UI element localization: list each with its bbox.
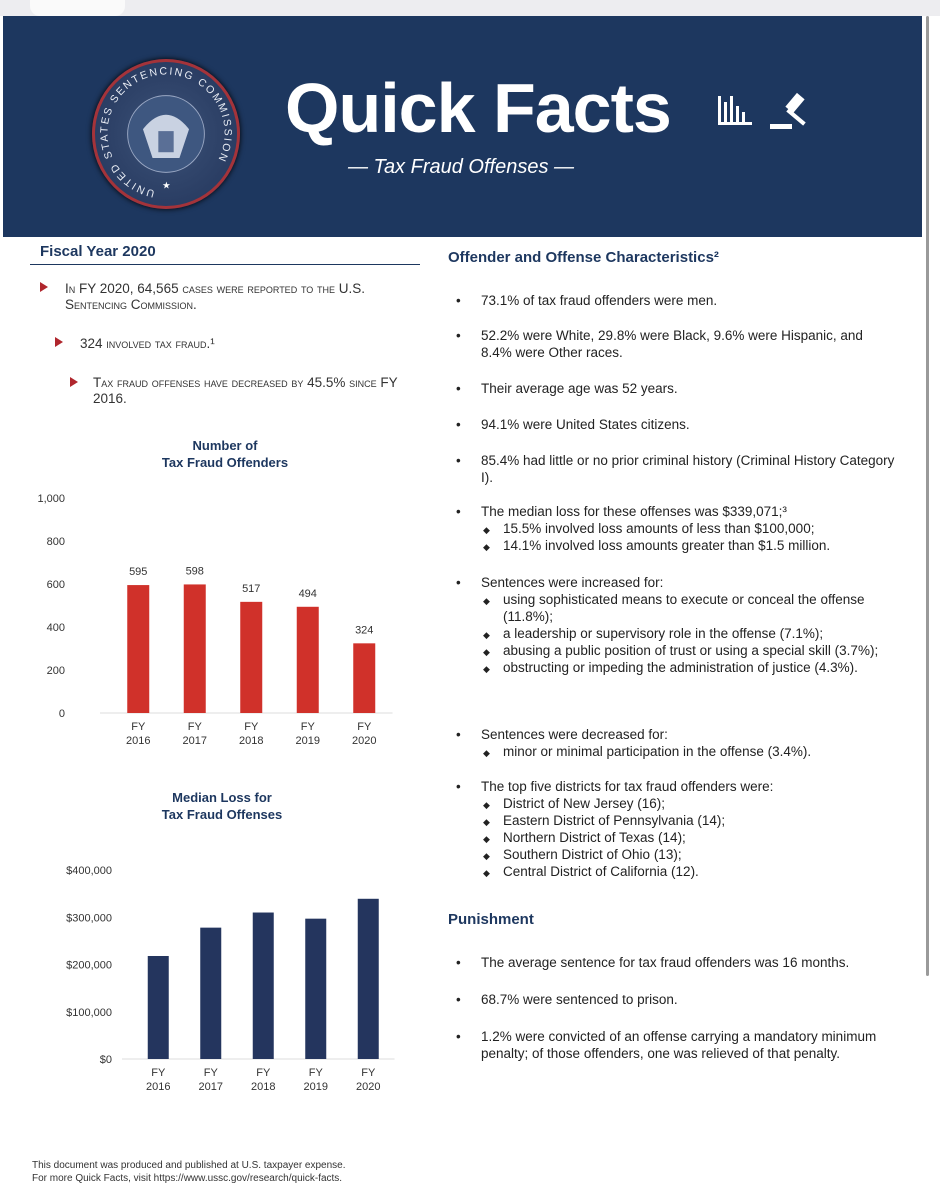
x-tick-label: 2016: [146, 1081, 171, 1093]
sub-item-text: 14.1% involved loss amounts greater than $1.5 million.: [503, 538, 831, 553]
gavel-icon: [768, 92, 814, 141]
sub-item: [481, 846, 896, 863]
x-tick-label: FY: [256, 1067, 271, 1079]
y-tick-label: $100,000: [66, 1006, 112, 1019]
sub-item: [481, 795, 896, 812]
diamond-bullet-icon: ◆: [483, 868, 490, 878]
bullet-icon: •: [456, 779, 461, 794]
commission-seal-logo: [92, 59, 240, 209]
bullet-icon: •: [456, 328, 461, 343]
sub-item-text: using sophisticated means to execute or conceal the offense (11.8%);: [503, 592, 865, 624]
triangle-bullet-icon: [70, 377, 78, 387]
x-tick-label: FY: [187, 721, 202, 733]
bar: [148, 956, 169, 1059]
bar: [127, 585, 149, 713]
chart1-title: [125, 437, 325, 471]
x-tick-label: 2019: [295, 735, 320, 747]
page-title: Quick Facts: [285, 69, 671, 147]
median-loss-bar-chart: [20, 850, 420, 1100]
browser-tab[interactable]: [30, 0, 125, 16]
y-tick-label: 0: [58, 708, 65, 720]
sub-item: [481, 537, 896, 554]
triangle-bullet-icon: [40, 282, 48, 292]
triangle-bullet-icon: [55, 337, 63, 347]
characteristic-item: [456, 452, 896, 486]
item-text: 73.1% of tax fraud offenders were men.: [481, 293, 718, 308]
x-tick-label: 2018: [251, 1081, 276, 1093]
fiscal-year-heading: Fiscal Year 2020: [40, 243, 156, 260]
item-text: The top five districts for tax fraud offenders were:: [481, 779, 774, 794]
footer-line2: For more Quick Facts, visit https://www.ussc.gov/research/quick-facts.: [32, 1173, 343, 1184]
x-tick-label: FY: [151, 1067, 166, 1079]
characteristic-item: [456, 416, 896, 433]
bullet-icon: •: [456, 417, 461, 432]
x-tick-label: 2017: [182, 735, 207, 747]
bar: [353, 643, 375, 713]
x-tick-label: FY: [300, 721, 315, 733]
bar-chart-icon: [716, 92, 756, 137]
sub-item-text: Southern District of Ohio (13);: [503, 847, 682, 862]
sub-item: [481, 591, 896, 625]
data-label: 324: [355, 624, 374, 637]
offenders-bar-chart: [20, 480, 420, 760]
bullet-icon: •: [456, 504, 461, 519]
diamond-bullet-icon: ◆: [483, 851, 490, 861]
x-tick-label: 2020: [356, 1081, 381, 1093]
chart1-title-line2: Tax Fraud Offenders: [161, 455, 289, 470]
item-text: 68.7% were sentenced to prison.: [481, 992, 678, 1007]
y-tick-label: 600: [46, 579, 65, 591]
bar: [200, 928, 221, 1059]
characteristic-item: [456, 292, 896, 309]
bullet-icon: •: [456, 727, 461, 742]
data-label: 595: [129, 566, 148, 579]
chart2-title: [122, 789, 322, 823]
sub-item: [481, 863, 896, 880]
item-text: The median loss for these offenses was $339,071;³: [481, 504, 787, 519]
characteristics-heading: Offender and Offense Characteristics²: [448, 249, 719, 266]
footer: [32, 1159, 346, 1185]
bullet-icon: •: [456, 992, 461, 1007]
bar: [253, 913, 274, 1059]
sub-item-text: obstructing or impeding the administration of justice (4.3%).: [503, 660, 858, 675]
punishment-heading: Punishment: [448, 911, 534, 928]
characteristic-item: [456, 778, 896, 880]
data-label: 598: [185, 565, 204, 578]
data-label: 517: [242, 582, 261, 595]
item-text: 52.2% were White, 29.8% were Black, 9.6% were Hispanic, and 8.4% were Other races.: [481, 328, 863, 360]
x-tick-label: FY: [203, 1067, 218, 1079]
svg-text:UNITED STATES SENTENCING COMMI: UNITED STATES SENTENCING COMMISSION: [98, 65, 234, 200]
data-label: 494: [298, 587, 317, 600]
bar: [240, 602, 262, 713]
characteristic-item: [456, 503, 896, 554]
item-text: Their average age was 52 years.: [481, 381, 678, 396]
sub-item-text: Northern District of Texas (14);: [503, 830, 686, 845]
y-tick-label: $0: [99, 1054, 112, 1066]
characteristic-item: [456, 574, 896, 676]
diamond-bullet-icon: ◆: [483, 647, 490, 657]
x-tick-label: FY: [361, 1067, 376, 1079]
y-tick-label: 800: [46, 536, 65, 548]
diamond-bullet-icon: ◆: [483, 800, 490, 810]
item-text: 85.4% had little or no prior criminal history (Criminal History Category I).: [481, 453, 895, 485]
bullet-icon: •: [456, 381, 461, 396]
y-tick-label: $400,000: [66, 865, 112, 877]
diamond-bullet-icon: ◆: [483, 542, 490, 552]
item-text: Sentences were increased for:: [481, 575, 664, 590]
bullet-icon: •: [456, 1029, 461, 1044]
x-tick-label: FY: [244, 721, 259, 733]
cases-reported-text: In FY 2020, 64,565 cases were reported to the U.S. Sentencing Commission.: [65, 281, 366, 312]
item-text: 94.1% were United States citizens.: [481, 417, 690, 432]
sub-item-text: Central District of California (12).: [503, 864, 699, 879]
sub-item-text: a leadership or supervisory role in the offense (7.1%);: [503, 626, 824, 641]
scrollbar[interactable]: [926, 16, 929, 976]
bullet-icon: •: [456, 453, 461, 468]
diamond-bullet-icon: ◆: [483, 630, 490, 640]
x-tick-label: 2020: [352, 735, 377, 747]
sub-item: [481, 642, 896, 659]
x-tick-label: 2018: [239, 735, 264, 747]
x-tick-label: FY: [308, 1067, 323, 1079]
decrease-text: Tax fraud offenses have decreased by 45.5% since FY 2016.: [93, 375, 398, 406]
x-tick-label: 2019: [303, 1081, 328, 1093]
sub-item-text: District of New Jersey (16);: [503, 796, 666, 811]
item-text: The average sentence for tax fraud offenders was 16 months.: [481, 955, 850, 970]
diamond-bullet-icon: ◆: [483, 834, 490, 844]
diamond-bullet-icon: ◆: [483, 525, 490, 535]
bar: [358, 899, 379, 1059]
sub-item: [481, 520, 896, 537]
y-tick-label: $300,000: [66, 912, 112, 925]
bullet-icon: •: [456, 293, 461, 308]
characteristic-item: [456, 380, 896, 397]
bullet-icon: •: [456, 955, 461, 970]
divider: [30, 264, 420, 265]
bar: [305, 919, 326, 1059]
sub-item-text: 15.5% involved loss amounts of less than $100,000;: [503, 521, 815, 536]
diamond-bullet-icon: ◆: [483, 596, 490, 606]
y-tick-label: 1,000: [37, 493, 65, 505]
svg-text:★: ★: [162, 180, 171, 192]
x-tick-label: 2016: [126, 735, 151, 747]
punishment-item: [456, 954, 896, 971]
sub-item: [481, 812, 896, 829]
sub-item: [481, 625, 896, 642]
punishment-item: [456, 1028, 896, 1062]
diamond-bullet-icon: ◆: [483, 748, 490, 758]
punishment-item: [456, 991, 896, 1008]
bar: [184, 584, 206, 713]
item-text: Sentences were decreased for:: [481, 727, 668, 742]
page-subtitle: — Tax Fraud Offenses —: [348, 156, 575, 178]
footer-line1: This document was produced and published at U.S. taxpayer expense.: [32, 1160, 346, 1171]
chart2-title-line1: Median Loss for: [172, 790, 272, 805]
sub-item-text: abusing a public position of trust or using a special skill (3.7%);: [503, 643, 879, 658]
chart1-title-line1: Number of: [192, 438, 258, 453]
characteristic-item: [456, 726, 896, 760]
y-tick-label: $200,000: [66, 959, 112, 972]
sub-item: [481, 829, 896, 846]
bar: [297, 607, 319, 713]
diamond-bullet-icon: ◆: [483, 664, 490, 674]
x-tick-label: FY: [357, 721, 372, 733]
sub-item: [481, 659, 896, 676]
tax-fraud-count-text: 324 involved tax fraud.¹: [80, 336, 215, 351]
sub-item-text: Eastern District of Pennsylvania (14);: [503, 813, 726, 828]
bullet-icon: •: [456, 575, 461, 590]
x-tick-label: 2017: [198, 1081, 223, 1093]
chart2-title-line2: Tax Fraud Offenses: [161, 807, 283, 822]
y-tick-label: 200: [46, 665, 65, 677]
y-tick-label: 400: [46, 622, 65, 634]
top-strip: [0, 0, 940, 16]
diamond-bullet-icon: ◆: [483, 817, 490, 827]
x-tick-label: FY: [131, 721, 146, 733]
sub-item-text: minor or minimal participation in the offense (3.4%).: [503, 744, 812, 759]
sub-item: [481, 743, 896, 760]
item-text: 1.2% were convicted of an offense carrying a mandatory minimum penalty; of those offenders, one was relieved of that penalty.: [481, 1029, 877, 1061]
characteristic-item: [456, 327, 896, 361]
